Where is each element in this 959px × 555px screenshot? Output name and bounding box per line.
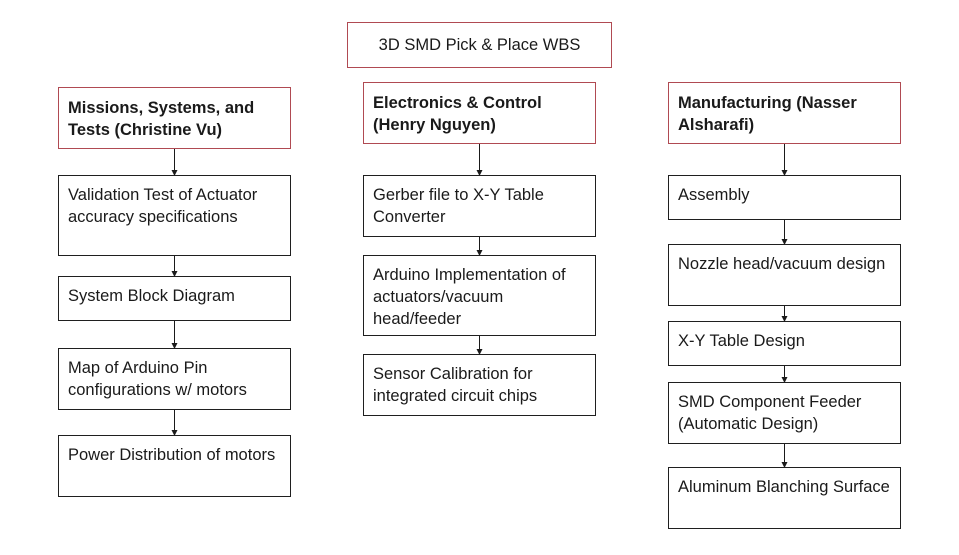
column-header-electronics: Electronics & Control (Henry Nguyen) — [363, 82, 596, 144]
task-box-validation-test: Validation Test of Actuator accuracy specifications — [58, 175, 291, 256]
task-box-assembly: Assembly — [668, 175, 901, 220]
task-box-power-distribution: Power Distribution of motors — [58, 435, 291, 497]
task-box-smd-feeder: SMD Component Feeder (Automatic Design) — [668, 382, 901, 444]
column-header-manufacturing: Manufacturing (Nasser Alsharafi) — [668, 82, 901, 144]
task-box-aluminum-surface: Aluminum Blanching Surface — [668, 467, 901, 529]
task-box-arduino-implementation: Arduino Implementation of actuators/vacuum head/feeder — [363, 255, 596, 336]
task-box-arduino-pin-map: Map of Arduino Pin configurations w/ motors — [58, 348, 291, 410]
diagram-title: 3D SMD Pick & Place WBS — [378, 36, 581, 54]
task-box-gerber-converter: Gerber file to X-Y Table Converter — [363, 175, 596, 237]
column-header-missions: Missions, Systems, and Tests (Christine Vu) — [58, 87, 291, 149]
task-box-sensor-calibration: Sensor Calibration for integrated circuit chips — [363, 354, 596, 416]
task-box-nozzle-head: Nozzle head/vacuum design — [668, 244, 901, 306]
task-box-xy-table-design: X-Y Table Design — [668, 321, 901, 366]
task-box-system-block-diagram: System Block Diagram — [58, 276, 291, 321]
